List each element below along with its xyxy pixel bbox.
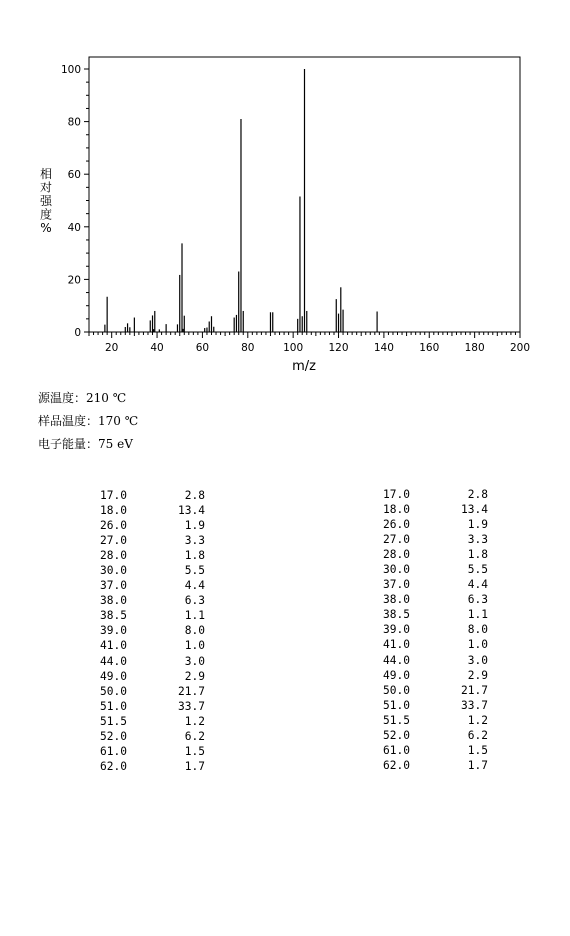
condition-value: 170 ℃ (98, 414, 139, 428)
intensity-value: 13.4 (461, 503, 488, 517)
table-row (366, 758, 488, 773)
intensity-value: 1.8 (184, 549, 205, 563)
spectrum-peaks (105, 69, 377, 332)
y-tick-label: 100 (60, 64, 81, 76)
intensity-value: 3.0 (467, 653, 488, 667)
condition-label: 源温度： (38, 391, 87, 405)
table-row (366, 728, 488, 743)
mz-value: 52.0 (383, 728, 410, 742)
intensity-value: 1.1 (467, 608, 488, 622)
x-tick-label: 20 (104, 342, 119, 354)
condition-electron-energy (38, 435, 133, 452)
mass-spectrum-chart (0, 0, 570, 380)
mz-value: 18.0 (100, 504, 127, 518)
intensity-value: 1.7 (467, 758, 488, 772)
mz-value: 62.0 (383, 758, 410, 772)
intensity-value: 33.7 (461, 698, 488, 712)
table-row (83, 503, 205, 518)
intensity-value: 6.3 (467, 593, 488, 607)
table-row (83, 533, 205, 548)
mz-value: 51.0 (100, 699, 127, 713)
peak-table-right (366, 487, 488, 773)
intensity-value: 3.3 (467, 533, 488, 547)
mz-value: 17.0 (383, 488, 410, 501)
mz-value: 52.0 (100, 729, 127, 743)
mz-value: 37.0 (100, 579, 127, 593)
intensity-value: 5.5 (467, 563, 488, 577)
mz-value: 49.0 (100, 669, 127, 683)
intensity-value: 2.8 (184, 489, 205, 502)
table-row (366, 683, 488, 698)
y-axis-label-char: % (40, 221, 52, 235)
table-row (366, 653, 488, 668)
table-row (366, 577, 488, 592)
intensity-value: 1.9 (467, 518, 488, 532)
x-tick-label: 120 (328, 342, 349, 354)
mz-value: 61.0 (100, 744, 127, 758)
condition-value: 75 eV (98, 437, 133, 451)
table-row (366, 607, 488, 622)
table-row (366, 668, 488, 683)
intensity-value: 1.2 (184, 714, 205, 728)
y-axis (61, 64, 89, 339)
y-axis-label (40, 166, 53, 235)
x-tick-label: 180 (464, 342, 485, 354)
table-row (83, 593, 205, 608)
mz-value: 27.0 (100, 534, 127, 548)
table-row (83, 488, 205, 503)
x-tick-label: 40 (150, 342, 164, 354)
intensity-value: 2.9 (467, 668, 488, 682)
table-row (366, 698, 488, 713)
mz-value: 30.0 (383, 563, 410, 577)
mz-value: 61.0 (383, 743, 410, 757)
mz-value: 50.0 (383, 683, 410, 697)
table-row (83, 548, 205, 563)
mz-value: 17.0 (100, 489, 127, 502)
intensity-value: 21.7 (461, 683, 488, 697)
intensity-value: 6.2 (467, 728, 488, 742)
x-tick-label: 80 (241, 342, 255, 354)
condition-label: 样品温度： (38, 414, 99, 428)
mz-value: 51.0 (383, 698, 410, 712)
x-tick-label: 200 (509, 342, 531, 354)
intensity-value: 33.7 (178, 699, 205, 713)
table-row (83, 563, 205, 578)
mz-value: 49.0 (383, 668, 410, 682)
table-row (83, 669, 205, 684)
mz-value: 38.0 (383, 593, 410, 607)
mz-value: 26.0 (383, 518, 410, 532)
intensity-value: 13.4 (178, 504, 205, 518)
x-axis (89, 332, 530, 354)
condition-source-temp (38, 389, 126, 406)
table-row (366, 517, 488, 532)
mz-value: 37.0 (383, 578, 410, 592)
table-row (83, 623, 205, 638)
mz-value: 38.5 (383, 608, 410, 622)
table-row (366, 547, 488, 562)
mz-value: 26.0 (100, 519, 127, 533)
table-row (83, 654, 205, 669)
table-row (83, 759, 205, 774)
y-tick-label: 60 (67, 169, 81, 182)
mz-value: 27.0 (383, 533, 410, 547)
intensity-value: 1.5 (184, 744, 205, 758)
mz-value: 62.0 (100, 759, 127, 773)
intensity-value: 3.3 (184, 534, 205, 548)
intensity-value: 1.7 (184, 759, 205, 773)
y-tick-label: 80 (67, 116, 81, 129)
mz-value: 41.0 (383, 638, 410, 652)
table-row (366, 637, 488, 652)
table-row (83, 638, 205, 653)
intensity-value: 1.5 (467, 743, 488, 757)
intensity-value: 4.4 (184, 579, 205, 593)
table-row (83, 608, 205, 623)
table-row (83, 518, 205, 533)
intensity-value: 8.0 (184, 624, 205, 638)
condition-label: 电子能量： (38, 437, 99, 451)
intensity-value: 1.1 (184, 609, 205, 623)
table-row (83, 684, 205, 699)
x-tick-label: 100 (283, 342, 304, 354)
mz-value: 39.0 (100, 624, 127, 638)
mz-value: 41.0 (100, 639, 127, 653)
intensity-value: 2.8 (467, 488, 488, 501)
y-axis-label-char: 强 (39, 194, 53, 208)
table-row (366, 743, 488, 758)
table-row (366, 502, 488, 517)
intensity-value: 1.2 (467, 713, 488, 727)
intensity-value: 1.0 (184, 639, 205, 653)
mz-value: 38.5 (100, 609, 127, 623)
mz-value: 51.5 (100, 714, 127, 728)
y-axis-label-char: 对 (39, 180, 53, 195)
table-row (366, 562, 488, 577)
intensity-value: 5.5 (184, 564, 205, 578)
table-row (366, 532, 488, 547)
table-row (83, 714, 205, 729)
mz-value: 44.0 (383, 653, 410, 667)
table-row (366, 622, 488, 637)
table-row (83, 699, 205, 714)
table-row (83, 744, 205, 759)
y-tick-label: 40 (67, 221, 81, 234)
intensity-value: 6.2 (184, 729, 205, 743)
x-axis-label: m/z (292, 359, 316, 374)
table-row (83, 729, 205, 744)
mz-value: 18.0 (383, 503, 410, 517)
intensity-value: 2.9 (184, 669, 205, 683)
intensity-value: 4.4 (467, 578, 488, 592)
intensity-value: 1.0 (467, 638, 488, 652)
intensity-value: 6.3 (184, 594, 205, 608)
mz-value: 38.0 (100, 594, 127, 608)
table-row (366, 487, 488, 502)
table-row (366, 592, 488, 607)
table-row (366, 713, 488, 728)
mz-value: 44.0 (100, 654, 127, 668)
intensity-value: 21.7 (178, 684, 205, 698)
intensity-value: 3.0 (184, 654, 205, 668)
condition-value: 210 ℃ (86, 391, 127, 405)
condition-sample-temp (38, 412, 138, 429)
x-tick-label: 60 (195, 342, 210, 354)
x-tick-label: 160 (419, 342, 440, 354)
intensity-value: 8.0 (467, 623, 488, 637)
intensity-value: 1.8 (467, 548, 488, 562)
mz-value: 51.5 (383, 713, 410, 727)
intensity-value: 1.9 (184, 519, 205, 533)
mz-value: 28.0 (383, 548, 410, 562)
y-tick-label: 0 (74, 327, 81, 339)
mz-value: 28.0 (100, 549, 127, 563)
y-axis-label-char: 度 (39, 207, 53, 222)
x-tick-label: 140 (373, 342, 394, 354)
y-axis-label-char: 相 (39, 167, 53, 181)
y-tick-label: 20 (67, 274, 81, 287)
mz-value: 50.0 (100, 684, 127, 698)
mz-value: 30.0 (100, 564, 127, 578)
peak-table-left (83, 488, 205, 774)
mz-value: 39.0 (383, 623, 410, 637)
table-row (83, 578, 205, 593)
